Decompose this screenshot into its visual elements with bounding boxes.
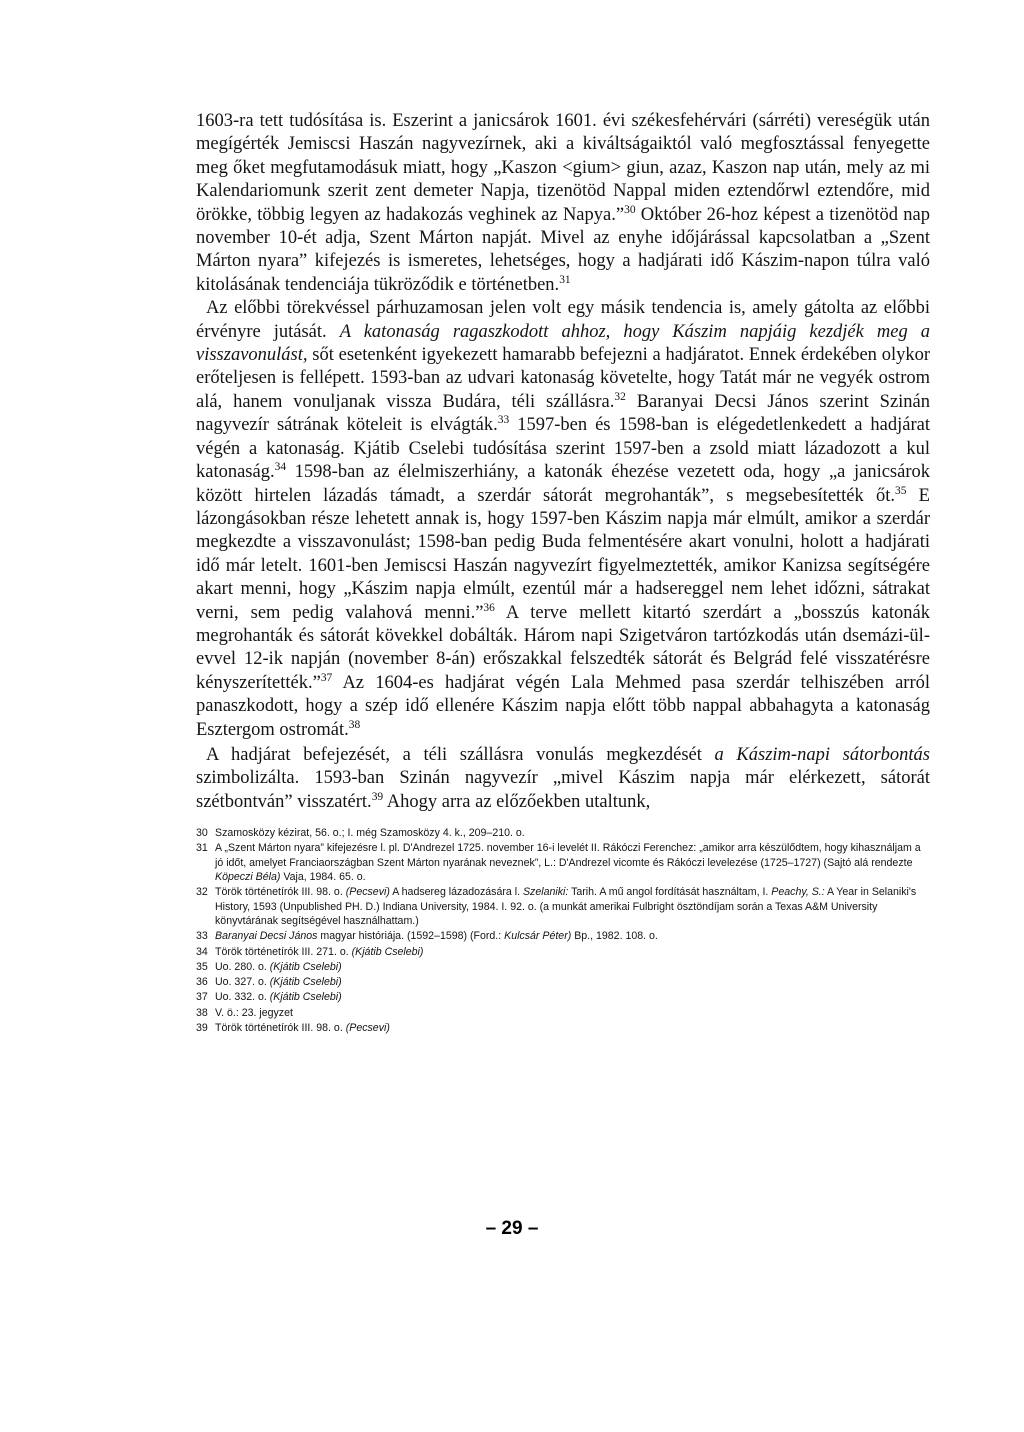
footnote-segment: (Pecsevi) [345, 1022, 390, 1035]
footnote-32 [196, 885, 930, 928]
footnote-segment: (Pecsevi) [345, 886, 390, 899]
paragraph-3: A hadjárat befejezését, a téli szállásra vonulás megkezdését a Kászim-napi sátorbontás szimbolizálta. 1593-ban Szinán nagyvezír „mivel Kászim napja már elérkezett, sátorát szétbontván” visszatért.$^{39}$ Ahogy arra az előzőekben utaltunk, [196, 744, 931, 812]
footnote-ref-36: 36 [483, 601, 495, 614]
footnote-31 [196, 841, 930, 884]
paragraph-1: 1603-ra tett tudósítása is. Eszerint a janicsárok 1601. évi székesfehérvári (sárréti) vereségük után megígérték Jemiscsi Haszán nagyvezírnek, aki a kiváltságaiktól való megfosztással fenyegette meg őket megfutamodásuk miatt, hogy „Kaszon <gium> giun, azaz, Kaszon nap után, mely az mi Kalendariomunk szerit zent demeter Napja, tizenötöd Nappal miden eztendőrwl eztendőre, mid örökke, többig legyen az hadakozás veghinek az Napya.”$^{30}$ Október 26-hoz képest a tizenötöd nap november 10-ét adja, Szent Márton napját. Mivel az enyhe időjárással kapcsolatban a „Szent Márton nyara” kifejezés is ismeretes, lehetséges, hogy a hadjárati idő Kászim-napon túlra való kitolásának tendenciája tükröződik e történetben.$^{31}$ [196, 111, 930, 295]
footnote-segment: Baranyai Decsi János [215, 930, 318, 943]
footnote-text [215, 990, 930, 1004]
footnote-segment: (Kjátib Cselebi) [269, 976, 342, 989]
footnote-segment: A „Szent Márton nyara” kifejezésre l. pl. D'Andrezel 1725. november 16-i levelét II. Rákóczi Ferenchez: „amikor arra készülődtem, hogy kihasználjam a jó időt, amelyet Franciaországban Szent Márton nyarának neveznek”, L.: D'Andrezel vicomte és Rákóczi levelezése (1725–1727) (Sajtó alá rendezte [215, 842, 921, 869]
footnote-segment: A hadsereg lázadozására l. [389, 886, 523, 899]
footnote-number: 36 [196, 976, 208, 989]
footnote-35 [196, 960, 930, 974]
footnote-segment: Bp., 1982. 108. o. [571, 930, 658, 943]
footnote-text [215, 975, 930, 989]
footnote-39 [196, 1021, 930, 1035]
footnote-segment: Tarih. A mű angol fordítását használtam, I. [568, 886, 772, 899]
emphasis-text: a Kászim-napi sátorbontás [714, 744, 931, 765]
footnote-text [215, 945, 930, 959]
footnote-number: 34 [196, 945, 208, 958]
footnote-ref-30: 30 [624, 203, 636, 216]
footnote-number: 38 [196, 1006, 208, 1019]
footnote-number: 35 [196, 960, 208, 973]
footnote-ref-34: 34 [274, 461, 287, 474]
footnote-34 [196, 945, 930, 959]
footnote-text [215, 929, 930, 943]
footnote-ref-31: 31 [559, 273, 571, 286]
footnote-text [215, 1021, 930, 1035]
footnote-36 [196, 975, 930, 989]
footnote-number: 32 [196, 886, 208, 899]
footnote-segment: Peachy, S.: [771, 886, 825, 899]
footnote-text [215, 1006, 930, 1020]
footnote-number: 39 [196, 1022, 208, 1035]
footnote-segment: Uo. 332. o. [215, 991, 270, 1004]
footnote-segment: Uo. 327. o. [215, 976, 270, 989]
footnote-38 [196, 1006, 930, 1020]
footnote-segment: Köpeczi Béla) [215, 871, 281, 884]
footnote-segment: Török történetírók III. 98. o. [215, 886, 346, 899]
footnote-ref-39: 39 [371, 790, 384, 803]
footnote-segment: Török történetírók III. 271. o. [215, 945, 352, 958]
footnote-number: 31 [196, 842, 208, 855]
footnote-ref-38: 38 [348, 718, 361, 731]
footnote-segment: Uo. 280. o. [215, 960, 270, 973]
footnote-33 [196, 929, 930, 943]
footnote-number: 30 [196, 827, 208, 840]
footnote-segment: Török történetírók III. 98. o. [215, 1022, 346, 1035]
footnote-text [215, 841, 930, 884]
footnote-text [215, 885, 930, 928]
footnote-segment: Vaja, 1984. 65. o. [280, 871, 366, 884]
footnote-text [215, 960, 930, 974]
footnote-segment: Kulcsár Péter) [504, 930, 572, 943]
footnote-segment: (Kjátib Cselebi) [269, 991, 342, 1004]
page-number: – 29 – [485, 1218, 539, 1239]
footnote-number: 33 [196, 930, 208, 943]
emphasis-text: A katonaság ragaszkodott ahhoz, hogy Kászim napjáig kezdjék meg a visszavonulást, [196, 321, 931, 366]
footnote-37 [196, 990, 930, 1004]
footnote-ref-33: 33 [497, 414, 510, 427]
footnote-segment: A Year in Selaniki's History, 1593 (Unpublished PH. D.) Indiana University, 1984. I. 92. o. (a munkát amerikai Fulbright ösztöndíjam során a Texas A&M University könyvtárának segítségével használhattam.) [215, 886, 917, 927]
footnote-30 [196, 826, 930, 840]
footnotes [196, 826, 930, 1035]
footnote-segment: magyar históriája. (1592–1598) (Ford.: [317, 930, 505, 943]
footnote-ref-37: 37 [320, 671, 333, 684]
footnote-segment: (Kjátib Cselebi) [351, 945, 424, 958]
footnote-segment: Szelaniki: [522, 886, 569, 899]
footnote-text [215, 826, 930, 840]
footnote-ref-32: 32 [614, 391, 626, 403]
footnote-ref-35: 35 [895, 484, 907, 497]
paragraph-2: Az előbbi törekvéssel párhuzamosan jelen volt egy másik tendencia is, amely gátolta az előbbi érvényre jutását. A katonaság ragaszkodott ahhoz, hogy Kászim napjáig kezdjék meg a visszavonulást, sőt esetenként igyekezett hamarabb befejezni a hadjáratot. Ennek érdekében olykor erőteljesen is fellépett. 1593-ban az udvari katonaság követelte, hogy Tatát már ne vegyék ostrom alá, hanem vonuljanak vissza Budára, téli szállásra.$^{32}$ Baranyai Decsi János szerint Szinán nagyvezír sátrának köteleit is elvágták.$^{33}$ 1597-ben és 1598-ban is elégedetlenkedett a hadjárat végén a katonaság. Kjátib Cselebi tudósítása szerint 1597-ben a zsold miatt lázadozott a kul katonaság.$^{34}$ 1598-ban az élelmiszerhiány, a katonák éhezése vezetett oda, hogy „a janicsárok között hirtelen lázadás támadt, a szerdár sátorát megrohanták”, s megsebesítették őt.$^{35}$ E lázongásokban része lehetett annak is, hogy 1597-ben Kászim napja már elmúlt, amikor a szerdár megkezdte a visszavonulást; 1598-ban pedig Buda felmentésére akart vonulni, holott a hadjárati idő már letelt. 1601-ben Jemiscsi Haszán nagyvezírt figyelmeztették, amikor Kanizsa segítségére akart menni, hogy „Kászim napja elmúlt, ezentúl már a hadsereggel nem lehet időzni, sátrakat verni, sem pedig valahová menni.”$^{36}$ A terve mellett kitartó szerdárt a „bosszús katonák megrohanták és sátorát kövekkel dobálták. Három napi Szigetváron tartózkodás után dsemázi-ül-evvel 12-ik napján (november 8-án) erőszakkal felszedték sátorát és Belgrád felé visszatérésre kényszerítették.”$^{37}$ Az 1604-es hadjárat végén Lala Mehmed pasa szerdár telhiszében arról panaszkodott, hogy a szép idő ellenére Kászim napja előtt több nappal abbahagyta a katonaság Esztergom ostromát.$^{38}$ [196, 298, 931, 740]
footnote-number: 37 [196, 991, 208, 1004]
document-page [196, 110, 930, 1036]
footnote-segment: Szamosközy kézirat, 56. o.; I. még Szamosközy 4. k., 209–210. o. [215, 827, 525, 840]
main-text [196, 110, 930, 814]
footnote-segment: V. ö.: 23. jegyzet [215, 1006, 293, 1019]
footnote-segment: (Kjátib Cselebi) [269, 960, 342, 973]
